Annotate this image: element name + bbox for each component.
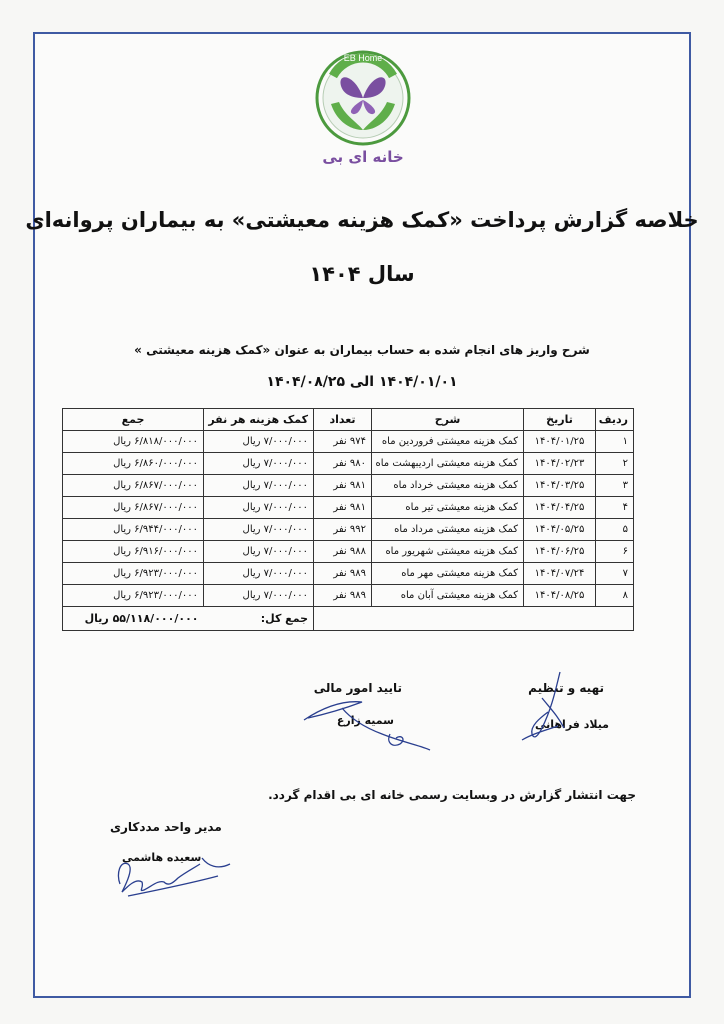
prepared-by-name: میلاد فراهانی	[535, 718, 609, 731]
cell-per-person: ۷/۰۰۰/۰۰۰ ریال	[204, 563, 314, 585]
cell-description: کمک هزینه معیشتی مهر ماه	[372, 563, 524, 585]
social-work-manager-name: سعیده هاشمی	[122, 851, 202, 864]
cell-total: ۶/۸۶۰/۰۰۰/۰۰۰ ریال	[63, 453, 204, 475]
cell-total: ۶/۸۶۷/۰۰۰/۰۰۰ ریال	[63, 497, 204, 519]
table-row	[63, 585, 634, 607]
table-header-row	[63, 409, 634, 431]
prepared-by-signature	[512, 668, 582, 748]
cell-index: ۷	[596, 563, 634, 585]
social-work-manager-signature	[108, 844, 236, 904]
report-description: شرح واریز های انجام شده به حساب بیماران به عنوان «کمک هزینه معیشتی »	[134, 343, 590, 357]
cell-per-person: ۷/۰۰۰/۰۰۰ ریال	[204, 541, 314, 563]
cell-total: ۶/۸۶۷/۰۰۰/۰۰۰ ریال	[63, 475, 204, 497]
cell-index: ۴	[596, 497, 634, 519]
cell-per-person: ۷/۰۰۰/۰۰۰ ریال	[204, 453, 314, 475]
table-row	[63, 453, 634, 475]
cell-count: ۹۸۸ نفر	[314, 541, 372, 563]
cell-date: ۱۴۰۴/۰۳/۲۵	[524, 475, 596, 497]
cell-count: ۹۷۴ نفر	[314, 431, 372, 453]
cell-count: ۹۸۱ نفر	[314, 475, 372, 497]
cell-count: ۹۸۱ نفر	[314, 497, 372, 519]
col-header-count: تعداد	[314, 409, 372, 431]
table-row	[63, 563, 634, 585]
cell-per-person: ۷/۰۰۰/۰۰۰ ریال	[204, 431, 314, 453]
cell-date: ۱۴۰۴/۰۵/۲۵	[524, 519, 596, 541]
cell-description: کمک هزینه معیشتی اردیبهشت ماه	[372, 453, 524, 475]
cell-per-person: ۷/۰۰۰/۰۰۰ ریال	[204, 475, 314, 497]
col-header-per-person: کمک هزینه هر نفر	[204, 409, 314, 431]
cell-description: کمک هزینه معیشتی شهریور ماه	[372, 541, 524, 563]
table-row	[63, 541, 634, 563]
cell-count: ۹۸۹ نفر	[314, 563, 372, 585]
publication-note: جهت انتشار گزارش در وبسایت رسمی خانه ای بی اقدام گردد.	[268, 788, 636, 802]
cell-index: ۳	[596, 475, 634, 497]
col-header-index: ردیف	[596, 409, 634, 431]
cell-index: ۶	[596, 541, 634, 563]
finance-approval-label: تایید امور مالی	[313, 681, 402, 695]
cell-index: ۲	[596, 453, 634, 475]
cell-description: کمک هزینه معیشتی خرداد ماه	[372, 475, 524, 497]
table-row	[63, 431, 634, 453]
total-label: جمع کل:	[204, 607, 314, 631]
cell-per-person: ۷/۰۰۰/۰۰۰ ریال	[204, 585, 314, 607]
eb-home-logo	[311, 46, 415, 170]
cell-index: ۵	[596, 519, 634, 541]
total-value: ۵۵/۱۱۸/۰۰۰/۰۰۰ ریال	[63, 607, 204, 631]
finance-approval-name: سمیه زارع	[336, 714, 394, 727]
logo-brand-text: خانه ای بی	[322, 148, 404, 166]
cell-description: کمک هزینه معیشتی آبان ماه	[372, 585, 524, 607]
cell-description: کمک هزینه معیشتی تیر ماه	[372, 497, 524, 519]
cell-date: ۱۴۰۴/۰۲/۲۳	[524, 453, 596, 475]
cell-total: ۶/۹۲۳/۰۰۰/۰۰۰ ریال	[63, 585, 204, 607]
cell-index: ۱	[596, 431, 634, 453]
cell-date: ۱۴۰۴/۰۴/۲۵	[524, 497, 596, 519]
cell-description: کمک هزینه معیشتی مرداد ماه	[372, 519, 524, 541]
table-row	[63, 475, 634, 497]
cell-per-person: ۷/۰۰۰/۰۰۰ ریال	[204, 519, 314, 541]
col-header-total: جمع	[63, 409, 204, 431]
cell-date: ۱۴۰۴/۰۷/۲۴	[524, 563, 596, 585]
cell-per-person: ۷/۰۰۰/۰۰۰ ریال	[204, 497, 314, 519]
prepared-by-label: تهیه و تنظیم	[528, 681, 604, 695]
cell-count: ۹۸۰ نفر	[314, 453, 372, 475]
report-title: خلاصه گزارش پرداخت «کمک هزینه معیشتی» به بیماران پروانه‌ای	[25, 208, 699, 232]
report-date-range: ۱۴۰۴/۰۱/۰۱ الی ۱۴۰۴/۰۸/۲۵	[266, 374, 458, 390]
social-work-manager-label: مدیر واحد مددکاری	[110, 820, 222, 834]
table-total-row	[63, 607, 634, 631]
cell-date: ۱۴۰۴/۰۶/۲۵	[524, 541, 596, 563]
cell-total: ۶/۹۱۶/۰۰۰/۰۰۰ ریال	[63, 541, 204, 563]
total-empty-cell	[314, 607, 634, 631]
cell-description: کمک هزینه معیشتی فروردین ماه	[372, 431, 524, 453]
cell-count: ۹۹۲ نفر	[314, 519, 372, 541]
cell-total: ۶/۹۲۳/۰۰۰/۰۰۰ ریال	[63, 563, 204, 585]
payments-table	[62, 408, 634, 631]
cell-date: ۱۴۰۴/۰۸/۲۵	[524, 585, 596, 607]
cell-index: ۸	[596, 585, 634, 607]
finance-approval-signature	[302, 690, 434, 756]
logo-arc-text: EB Home	[343, 53, 383, 63]
report-year: سال ۱۴۰۴	[309, 262, 415, 286]
cell-count: ۹۸۹ نفر	[314, 585, 372, 607]
col-header-description: شرح	[372, 409, 524, 431]
table-row	[63, 497, 634, 519]
cell-date: ۱۴۰۴/۰۱/۲۵	[524, 431, 596, 453]
col-header-date: تاریخ	[524, 409, 596, 431]
table-row	[63, 519, 634, 541]
cell-total: ۶/۹۴۴/۰۰۰/۰۰۰ ریال	[63, 519, 204, 541]
cell-total: ۶/۸۱۸/۰۰۰/۰۰۰ ریال	[63, 431, 204, 453]
